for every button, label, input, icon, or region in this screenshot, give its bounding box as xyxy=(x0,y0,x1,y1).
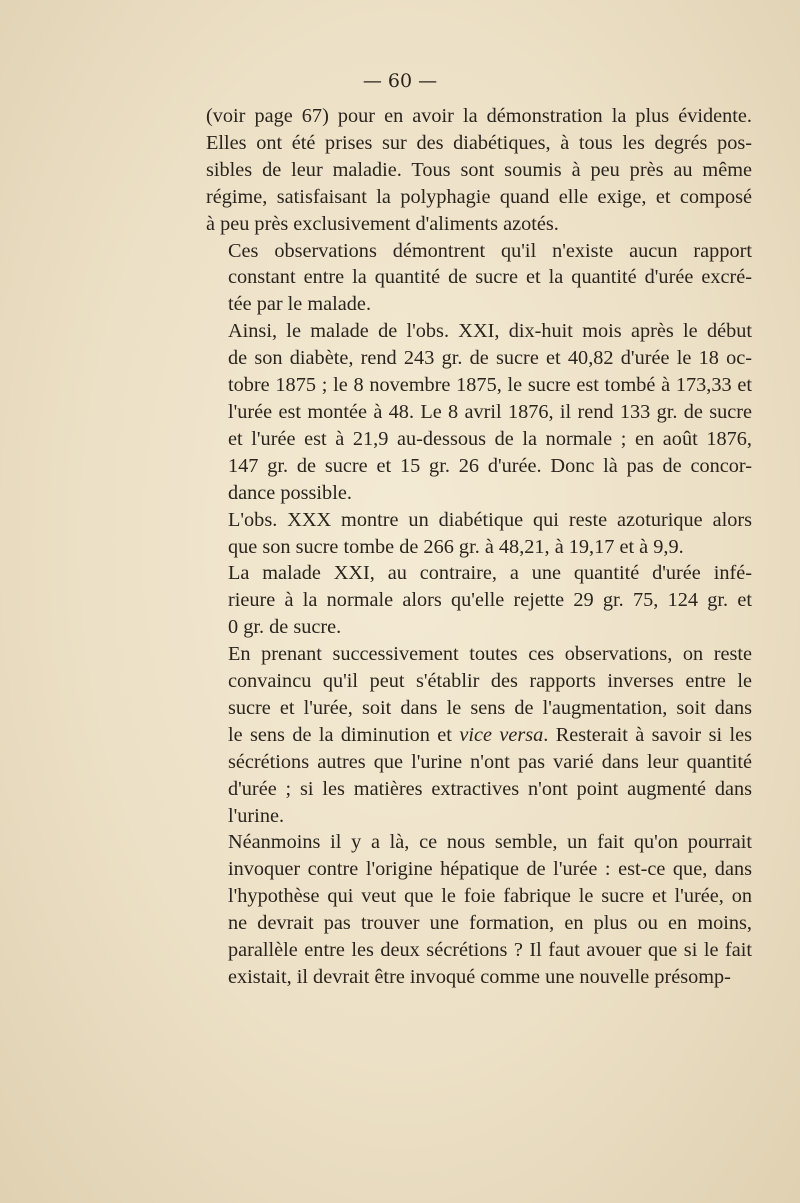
paragraph xyxy=(206,829,752,990)
text-line: tobre 1875 ; le 8 novembre 1875, le sucre est tombé à 173,33 et xyxy=(228,374,752,397)
text-line: l'urine. xyxy=(228,804,285,827)
paragraph xyxy=(206,560,752,641)
text-line: invoquer contre l'origine hépatique de l'urée : est-ce que, dans xyxy=(228,858,752,881)
text-line: Elles ont été prises sur des diabétiques, à tous les degrés pos- xyxy=(206,131,752,154)
paragraph xyxy=(206,318,752,506)
text-line: Ainsi, le malade de l'obs. XXI, dix-huit mois après le début xyxy=(228,320,752,343)
text-line: que son sucre tombe de 266 gr. à 48,21, à 19,17 et à 9,9. xyxy=(228,535,684,558)
text-line: (voir page 67) pour en avoir la démonstration la plus évidente. xyxy=(206,105,752,127)
text-line: rieure à la normale alors qu'elle rejette 29 gr. 75, 124 gr. et xyxy=(228,589,752,612)
text-line: 0 gr. de sucre. xyxy=(228,616,342,639)
text-line: sécrétions autres que l'urine n'ont pas varié dans leur quantité xyxy=(228,750,752,773)
text-line: sibles de leur maladie. Tous sont soumis à peu près au même xyxy=(206,158,752,181)
paragraph xyxy=(206,103,752,238)
text-line: ne devrait pas trouver une formation, en plus ou en moins, xyxy=(228,912,752,935)
text-line: En prenant successivement toutes ces observations, on reste xyxy=(228,643,752,666)
paragraph xyxy=(206,238,752,319)
text-line: d'urée ; si les matières extractives n'ont point augmenté dans xyxy=(228,777,752,800)
text-line: à peu près exclusivement d'aliments azotés. xyxy=(206,212,559,235)
text-line: sucre et l'urée, soit dans le sens de l'augmentation, soit dans xyxy=(228,696,752,719)
text-line: de son diabète, rend 243 gr. de sucre et 40,82 d'urée le 18 oc- xyxy=(228,347,752,370)
text-line: l'urée est montée à 48. Le 8 avril 1876, il rend 133 gr. de sucre xyxy=(228,400,752,423)
text-line: régime, satisfaisant la polyphagie quand elle exige, et composé xyxy=(206,185,752,208)
text-line: dance possible. xyxy=(228,481,352,504)
text-line: La malade XXI, au contraire, a une quantité d'urée infé- xyxy=(228,562,752,585)
text-line: constant entre la quantité de sucre et la quantité d'urée excré- xyxy=(228,266,752,289)
text-line: 147 gr. de sucre et 15 gr. 26 d'urée. Donc là pas de concor- xyxy=(228,454,752,477)
text-line: convaincu qu'il peut s'établir des rapports inverses entre le xyxy=(228,670,752,693)
text-line: parallèle entre les deux sécrétions ? Il faut avouer que si le fait xyxy=(228,939,752,962)
text-line: tée par le malade. xyxy=(228,293,372,316)
paragraph xyxy=(206,641,752,829)
text-line: et l'urée est à 21,9 au-dessous de la normale ; en août 1876, xyxy=(228,427,752,450)
text-line: L'obs. XXX montre un diabétique qui reste azoturique alors xyxy=(228,508,752,531)
text-line: le sens de la diminution et vice versa. Resterait à savoir si les xyxy=(228,723,753,746)
text-line: l'hypothèse qui veut que le foie fabrique le sucre et l'urée, on xyxy=(228,885,752,908)
text-line: Néanmoins il y a là, ce nous semble, un fait qu'on pourrait xyxy=(228,831,752,854)
text-line: existait, il devrait être invoqué comme une nouvelle présomp- xyxy=(228,966,731,988)
body-text xyxy=(206,103,752,991)
paragraph xyxy=(206,507,752,561)
page-number: — 60 — xyxy=(362,70,438,92)
text-line: Ces observations démontrent qu'il n'existe aucun rapport xyxy=(228,239,752,262)
